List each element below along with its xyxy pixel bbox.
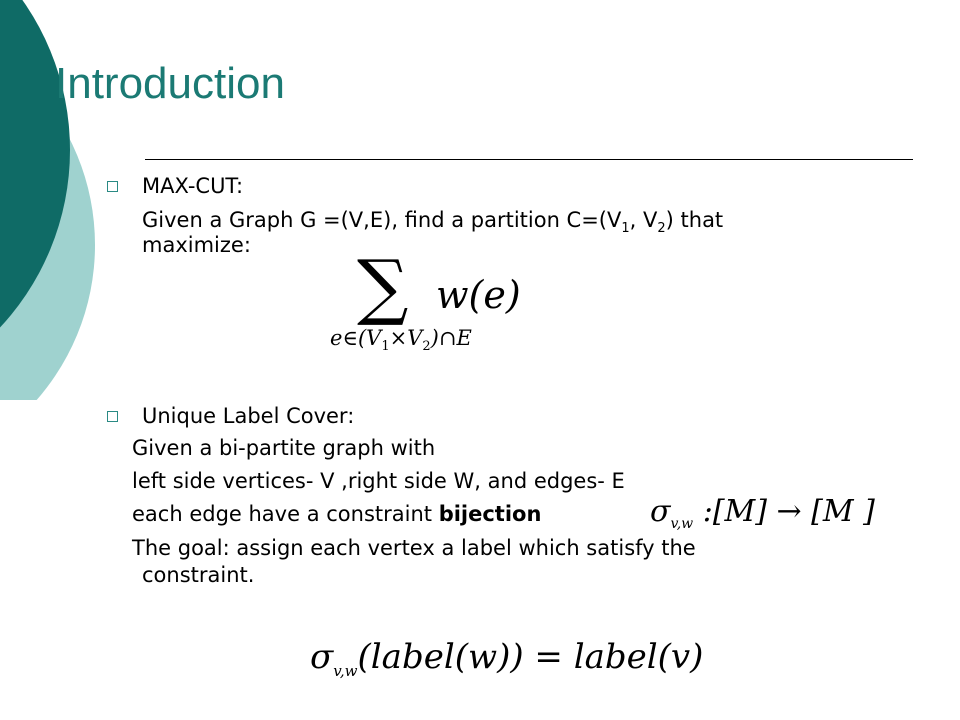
lower-text: ×V xyxy=(389,326,423,350)
subscript: 1 xyxy=(381,339,390,355)
sigma-symbol: σ xyxy=(650,494,671,529)
label-cover-line2: left side vertices- V ,right side W, and edges- E xyxy=(132,469,625,493)
bullet-icon xyxy=(107,411,118,422)
maxcut-description-line2: maximize: xyxy=(142,233,251,257)
desc-text: Given a Graph G =(V,E), find a partition C=(V xyxy=(142,208,622,232)
subscript: 2 xyxy=(657,221,666,237)
goal-body: (label(w)) = label(v) xyxy=(357,637,704,677)
desc-text: , V xyxy=(629,208,658,232)
subscript: 1 xyxy=(621,221,630,237)
mapping-text: :[M] → [M ] xyxy=(693,494,875,529)
sum-lower-limit xyxy=(330,328,472,353)
slide-title: Introduction xyxy=(55,59,285,108)
label-cover-line3 xyxy=(132,502,541,527)
label-cover-line4: The goal: assign each vertex a label which satisfy the xyxy=(132,536,696,560)
lower-text: e∈(V xyxy=(330,326,382,350)
title-divider xyxy=(145,159,913,160)
bijection-formula xyxy=(650,494,875,532)
sum-term: w(e) xyxy=(436,273,521,317)
subscript: 2 xyxy=(422,339,431,355)
bullet-icon xyxy=(107,181,118,192)
bijection-word: bijection xyxy=(438,502,542,526)
sigma-symbol: σ xyxy=(310,637,334,677)
line3-text: each edge have a constraint xyxy=(132,502,439,526)
label-cover-line5: constraint. xyxy=(142,563,255,587)
subscript: v,w xyxy=(333,661,358,680)
maxcut-heading: MAX-CUT: xyxy=(142,174,244,198)
label-cover-line1: Given a bi-partite graph with xyxy=(132,436,436,460)
sum-symbol: ∑ xyxy=(357,244,409,328)
desc-text: ) that xyxy=(665,208,724,232)
goal-formula xyxy=(310,637,704,680)
subscript: v,w xyxy=(670,516,694,532)
lower-text: )∩E xyxy=(430,326,472,350)
label-cover-heading: Unique Label Cover: xyxy=(142,404,355,428)
